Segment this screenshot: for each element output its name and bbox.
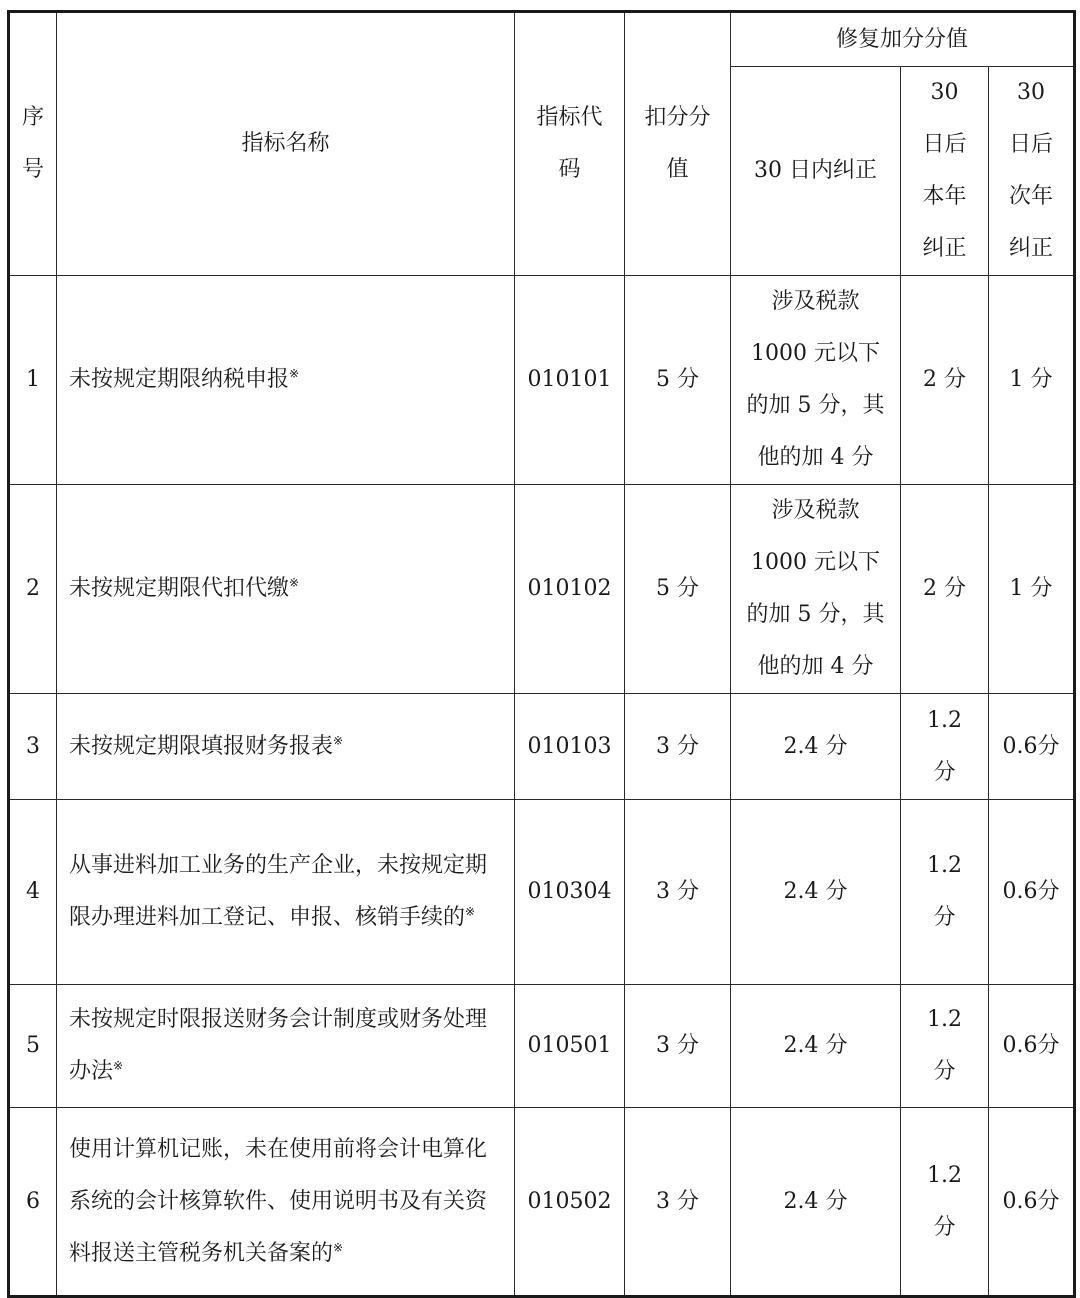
header-repair-group: 修复加分分值 xyxy=(731,12,1075,67)
row-code: 010501 xyxy=(515,985,625,1108)
row-seq: 4 xyxy=(9,800,57,985)
row-after30-next-year: 0.6分 xyxy=(989,985,1075,1108)
note-mark: ※ xyxy=(289,575,300,590)
table-row xyxy=(9,1108,1075,1297)
table-row xyxy=(9,694,1075,800)
table-row xyxy=(9,485,1075,694)
row-seq: 3 xyxy=(9,694,57,800)
row-after30-this-year: 2 分 xyxy=(901,276,989,485)
row-after30-next-year: 1 分 xyxy=(989,276,1075,485)
score-table-page xyxy=(7,10,1073,1298)
row-seq: 1 xyxy=(9,276,57,485)
row-within30: 涉及税款 1000 元以下的加 5 分，其他的加 4 分 xyxy=(731,276,901,485)
row-after30-next-year: 0.6分 xyxy=(989,694,1075,800)
row-name: 未按规定期限纳税申报※ xyxy=(57,276,515,485)
row-after30-this-year: 1.2 分 xyxy=(901,1108,989,1297)
row-deduct: 5 分 xyxy=(625,276,731,485)
row-code: 010103 xyxy=(515,694,625,800)
row-deduct: 3 分 xyxy=(625,800,731,985)
row-after30-this-year: 1.2 分 xyxy=(901,985,989,1108)
row-deduct: 5 分 xyxy=(625,485,731,694)
header-after30-this-year: 30 日后本年纠正 xyxy=(901,67,989,276)
header-after30-next-year: 30 日后次年纠正 xyxy=(989,67,1075,276)
row-deduct: 3 分 xyxy=(625,1108,731,1297)
score-repair-table xyxy=(7,10,1076,1298)
row-after30-next-year: 0.6分 xyxy=(989,1108,1075,1297)
row-deduct: 3 分 xyxy=(625,985,731,1108)
row-deduct: 3 分 xyxy=(625,694,731,800)
row-name: 未按规定期限代扣代缴※ xyxy=(57,485,515,694)
row-after30-this-year: 1.2 分 xyxy=(901,800,989,985)
note-mark: ※ xyxy=(333,733,344,748)
header-deduct: 扣分分值 xyxy=(625,12,731,276)
row-name: 未按规定期限填报财务报表※ xyxy=(57,694,515,800)
row-after30-this-year: 1.2 分 xyxy=(901,694,989,800)
row-code: 010101 xyxy=(515,276,625,485)
row-within30: 2.4 分 xyxy=(731,1108,901,1297)
row-within30: 涉及税款 1000 元以下的加 5 分，其他的加 4 分 xyxy=(731,485,901,694)
row-seq: 6 xyxy=(9,1108,57,1297)
header-row-top xyxy=(9,12,1075,67)
note-mark: ※ xyxy=(113,1058,124,1073)
header-code: 指标代码 xyxy=(515,12,625,276)
row-after30-next-year: 1 分 xyxy=(989,485,1075,694)
table-row xyxy=(9,985,1075,1108)
row-code: 010502 xyxy=(515,1108,625,1297)
row-within30: 2.4 分 xyxy=(731,694,901,800)
row-after30-next-year: 0.6分 xyxy=(989,800,1075,985)
header-within30: 30 日内纠正 xyxy=(731,67,901,276)
note-mark: ※ xyxy=(465,904,476,919)
row-seq: 2 xyxy=(9,485,57,694)
row-within30: 2.4 分 xyxy=(731,800,901,985)
row-after30-this-year: 2 分 xyxy=(901,485,989,694)
header-name: 指标名称 xyxy=(57,12,515,276)
note-mark: ※ xyxy=(333,1240,344,1255)
table-row xyxy=(9,800,1075,985)
header-seq: 序号 xyxy=(9,12,57,276)
row-seq: 5 xyxy=(9,985,57,1108)
row-within30: 2.4 分 xyxy=(731,985,901,1108)
row-code: 010102 xyxy=(515,485,625,694)
note-mark: ※ xyxy=(289,366,300,381)
row-name: 从事进料加工业务的生产企业，未按规定期限办理进料加工登记、申报、核销手续的※ xyxy=(57,800,515,985)
row-code: 010304 xyxy=(515,800,625,985)
table-row xyxy=(9,276,1075,485)
row-name: 未按规定时限报送财务会计制度或财务处理办法※ xyxy=(57,985,515,1108)
row-name: 使用计算机记账，未在使用前将会计电算化系统的会计核算软件、使用说明书及有关资料报送主管税务机关备案的※ xyxy=(57,1108,515,1297)
